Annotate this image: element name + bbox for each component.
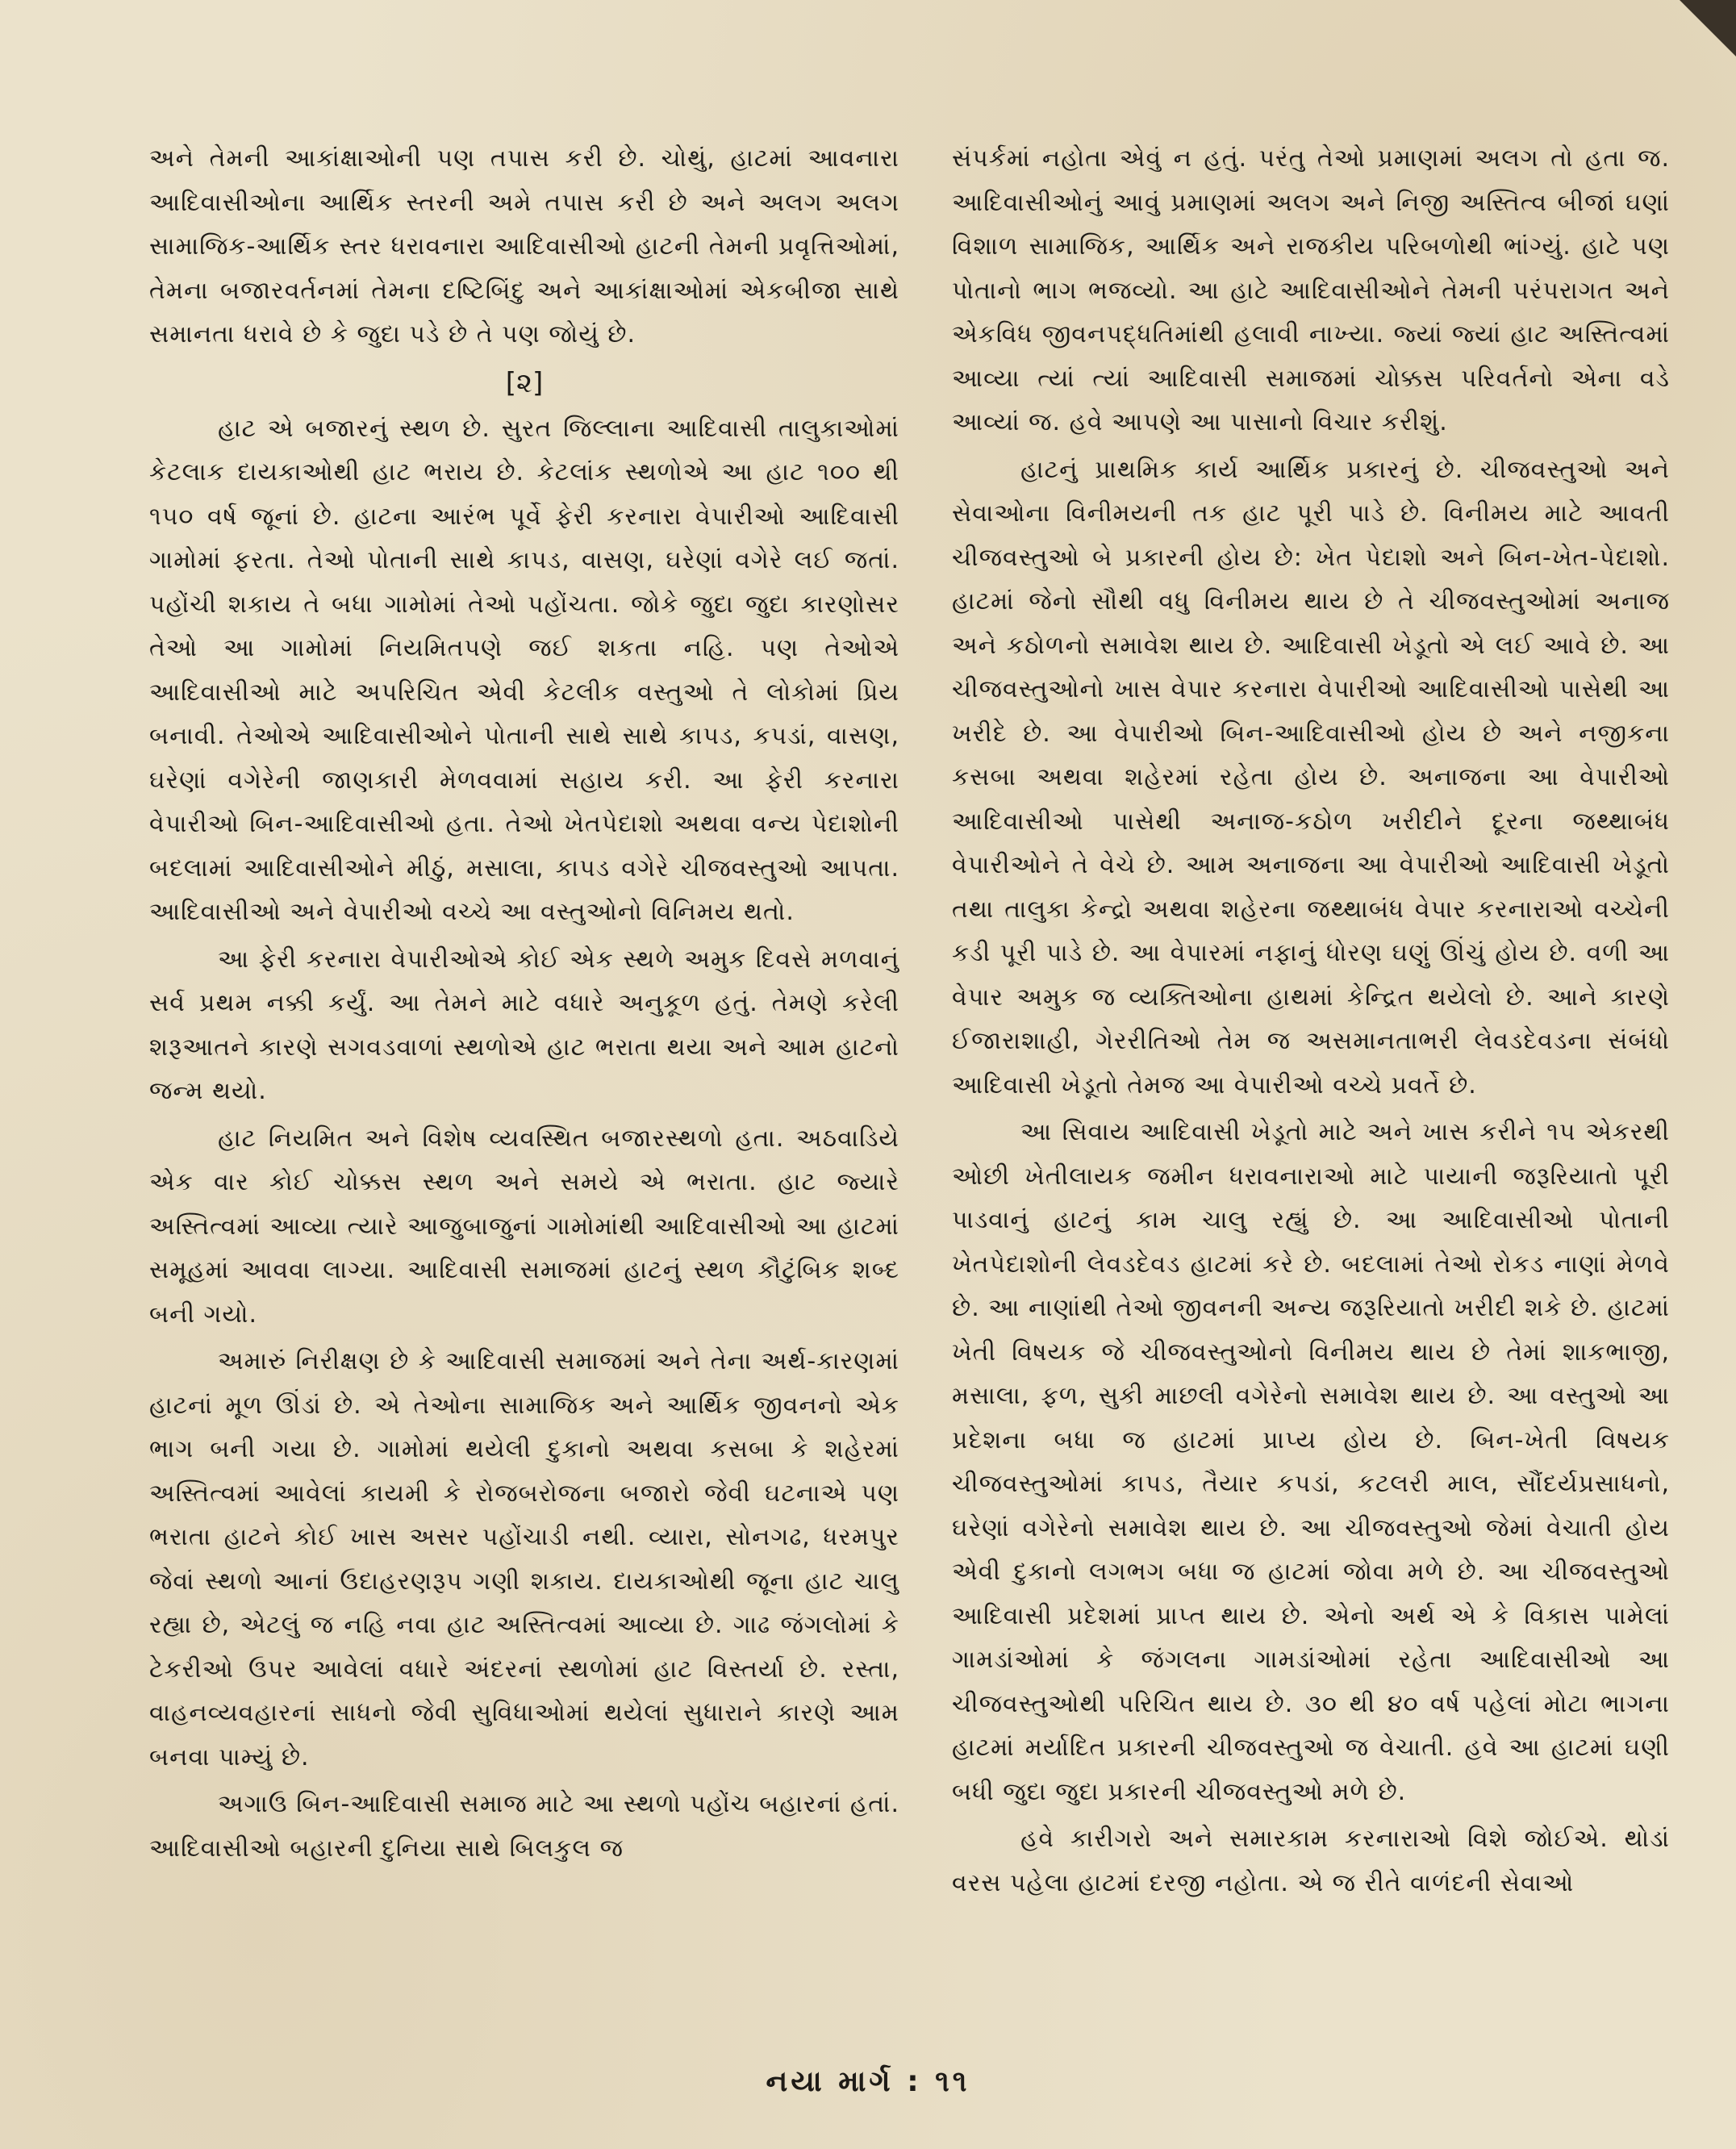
page-footer: નયા માર્ગ : ૧૧ — [766, 2065, 970, 2098]
paragraph: હાટનું પ્રાથમિક કાર્ય આર્થિક પ્રકારનું છે. ચીજવસ્તુઓ અને સેવાઓના વિનીમયની તક હાટ પૂરી પાડે છે. વિનીમય માટે આવતી ચીજવસ્તુઓ બે પ્રકારની હોય છે: ખેત પેદાશો અને બિન-ખેત-પેદાશો. હાટમાં જેનો સૌથી વધુ વિનીમય થાય છે તે ચીજવસ્તુઓમાં અનાજ અને કઠોળનો સમાવેશ થાય છે. આદિવાસી ખેડૂતો એ લઈ આવે છે. આ ચીજવસ્તુઓનો ખાસ વેપાર કરનારા વેપારીઓ આદિવાસીઓ પાસેથી આ ખરીદે છે. આ વેપારીઓ બિન-આદિવાસીઓ હોય છે અને નજીકના કસબા અથવા શહેરમાં રહેતા હોય છે. અનાજના આ વેપારીઓ આદિવાસીઓ પાસેથી અનાજ-કઠોળ ખરીદીને દૂરના જથ્થાબંધ વેપારીઓને તે વેચે છે. આમ અનાજના આ વેપારીઓ આદિવાસી ખેડૂતો તથા તાલુકા કેન્દ્રો અથવા શહેરના જથ્થાબંધ વેપાર કરનારાઓ વચ્ચેની કડી પૂરી પાડે છે. આ વેપારમાં નફાનું ધોરણ ઘણું ઊંચું હોય છે. વળી આ વેપાર અમુક જ વ્યક્તિઓના હાથમાં કેન્દ્રિત થયેલો છે. આને કારણે ઈજારાશાહી, ગેરરીતિઓ તેમ જ અસમાનતાભરી લેવડદેવડના સંબંધો આદિવાસી ખેડૂતો તેમજ આ વેપારીઓ વચ્ચે પ્રવર્તે છે. — [952, 455, 1670, 1100]
paragraph: અને તેમની આકાંક્ષાઓની પણ તપાસ કરી છે. ચોથું, હાટમાં આવનારા આદિવાસીઓના આર્થિક સ્તરની અમે તપાસ કરી છે અને અલગ અલગ સામાજિક-આર્થિક સ્તર ધરાવનારા આદિવાસીઓ હાટની તેમની પ્રવૃત્તિઓમાં, તેમના બજારવર્તનમાં તેમના દષ્ટિબિંદુ અને આકાંક્ષાઓમાં એકબીજા સાથે સમાનતા ધરાવે છે કે જુદા પડે છે તે પણ જોયું છે. — [149, 144, 899, 348]
paragraph: અગાઉ બિન-આદિવાસી સમાજ માટે આ સ્થળો પહોંચ બહારનાં હતાં. આદિવાસીઓ બહારની દુનિયા સાથે બિલકુલ જ — [149, 1790, 899, 1863]
paragraph: હાટ નિયમિત અને વિશેષ વ્યવસ્થિત બજારસ્થળો હતા. અઠવાડિયે એક વાર કોઈ ચોક્કસ સ્થળ અને સમયે એ ભરાતા. હાટ જ્યારે અસ્તિત્વમાં આવ્યા ત્યારે આજુબાજુનાં ગામોમાંથી આદિવાસીઓ આ હાટમાં સમૂહમાં આવવા લાગ્યા. આદિવાસી સમાજમાં હાટનું સ્થળ કૌટુંબિક શબ્દ બની ગયો. — [149, 1124, 899, 1329]
paragraph: હવે કારીગરો અને સમારકામ કરનારાઓ વિશે જોઈએ. થોડાં વરસ પહેલા હાટમાં દરજી નહોતા. એ જ રીતે વાળંદની સેવાઓ — [952, 1825, 1670, 1897]
section-number: [૨] — [505, 366, 544, 399]
left-column — [149, 137, 899, 1874]
paragraph: અમારું નિરીક્ષણ છે કે આદિવાસી સમાજમાં અને તેના અર્થ-કારણમાં હાટનાં મૂળ ઊંડાં છે. એ તેઓના સામાજિક અને આર્થિક જીવનનો એક ભાગ બની ગયા છે. ગામોમાં થયેલી દુકાનો અથવા કસબા કે શહેરમાં અસ્તિત્વમાં આવેલાં કાયમી કે રોજબરોજના બજારો જેવી ઘટનાએ પણ ભરાતા હાટને કોઈ ખાસ અસર પહોંચાડી નથી. વ્યારા, સોનગઢ, ધરમપુર જેવાં સ્થળો આનાં ઉદાહરણરૂપ ગણી શકાય. દાયકાઓથી જૂના હાટ ચાલુ રહ્યા છે, એટલું જ નહિ નવા હાટ અસ્તિત્વમાં આવ્યા છે. ગાઢ જંગલોમાં કે ટેકરીઓ ઉપર આવેલાં વધારે અંદરનાં સ્થળોમાં હાટ વિસ્તર્યા છે. રસ્તા, વાહનવ્યવહારનાં સાધનો જેવી સુવિધાઓમાં થયેલાં સુધારાને કારણે આમ બનવા પામ્યું છે. — [149, 1347, 899, 1771]
paragraph: આ ફેરી કરનારા વેપારીઓએ કોઈ એક સ્થળે અમુક દિવસે મળવાનું સર્વ પ્રથમ નક્કી કર્યું. આ તેમને માટે વધારે અનુકૂળ હતું. તેમણે કરેલી શરૂઆતને કારણે સગવડવાળાં સ્થળોએ હાટ ભરાતા થયા અને આમ હાટનો જન્મ થયો. — [149, 945, 899, 1105]
paragraph: આ સિવાય આદિવાસી ખેડૂતો માટે અને ખાસ કરીને ૧૫ એકરથી ઓછી ખેતીલાયક જમીન ધરાવનારાઓ માટે પાયાની જરૂરિયાતો પૂરી પાડવાનું હાટનું કામ ચાલુ રહ્યું છે. આ આદિવાસીઓ પોતાની ખેતપેદાશોની લેવડદેવડ હાટમાં કરે છે. બદલામાં તેઓ રોકડ નાણાં મેળવે છે. આ નાણાંથી તેઓ જીવનની અન્ય જરૂરિયાતો ખરીદી શકે છે. હાટમાં ખેતી વિષયક જે ચીજવસ્તુઓનો વિનીમય થાય છે તેમાં શાકભાજી, મસાલા, ફળ, સુકી માછલી વગેરેનો સમાવેશ થાય છે. આ વસ્તુઓ આ પ્રદેશના બધા જ હાટમાં પ્રાપ્ય હોય છે. બિન-ખેતી વિષયક ચીજવસ્તુઓમાં કાપડ, તૈયાર કપડાં, કટલરી માલ, સૌંદર્યપ્રસાધનો, ઘરેણાં વગેરેનો સમાવેશ થાય છે. આ ચીજવસ્તુઓ જેમાં વેચાતી હોય એવી દુકાનો લગભગ બધા જ હાટમાં જોવા મળે છે. આ ચીજવસ્તુઓ આદિવાસી પ્રદેશમાં પ્રાપ્ત થાય છે. એનો અર્થ એ કે વિકાસ પામેલાં ગામડાંઓમાં કે જંગલના ગામડાંઓમાં રહેતા આદિવાસીઓ આ ચીજવસ્તુઓથી પરિચિત થાય છે. ૩૦ થી ૪૦ વર્ષ પહેલાં મોટા ભાગના હાટમાં મર્યાદિત પ્રકારની ચીજવસ્તુઓ જ વેચાતી. હવે આ હાટમાં ઘણી બધી જુદા જુદા પ્રકારની ચીજવસ્તુઓ મળે છે. — [952, 1118, 1671, 1806]
right-column — [952, 137, 1670, 1909]
paragraph: હાટ એ બજારનું સ્થળ છે. સુરત જિલ્લાના આદિવાસી તાલુકાઓમાં કેટલાક દાયકાઓથી હાટ ભરાય છે. કેટલાંક સ્થળોએ આ હાટ ૧૦૦ થી ૧૫૦ વર્ષ જૂનાં છે. હાટના આરંભ પૂર્વે ફેરી કરનારા વેપારીઓ આદિવાસી ગામોમાં ફરતા. તેઓ પોતાની સાથે કાપડ, વાસણ, ઘરેણાં વગેરે લઈ જતાં. પહોંચી શકાય તે બધા ગામોમાં તેઓ પહોંચતા. જોકે જુદા જુદા કારણોસર તેઓ આ ગામોમાં નિયમિતપણે જઈ શકતા નહિ. પણ તેઓએ આદિવાસીઓ માટે અપરિચિત એવી કેટલીક વસ્તુઓ તે લોકોમાં પ્રિય બનાવી. તેઓએ આદિવાસીઓને પોતાની સાથે સાથે કાપડ, કપડાં, વાસણ, ઘરેણાં વગેરેની જાણકારી મેળવવામાં સહાય કરી. આ ફેરી કરનારા વેપારીઓ બિન-આદિવાસીઓ હતા. તેઓ ખેતપેદાશો અથવા વન્ય પેદાશોની બદલામાં આદિવાસીઓને મીઠું, મસાલા, કાપડ વગેરે ચીજવસ્તુઓ આપતા. આદિવાસીઓ અને વેપારીઓ વચ્ચે આ વસ્તુઓનો વિનિમય થતો. — [149, 414, 899, 926]
paragraph: સંપર્કમાં નહોતા એવું ન હતું. પરંતુ તેઓ પ્રમાણમાં અલગ તો હતા જ. આદિવાસીઓનું આવું પ્રમાણમાં અલગ અને નિજી અસ્તિત્વ બીજાં ઘણાં વિશાળ સામાજિક, આર્થિક અને રાજકીય પરિબળોથી ભાંગ્યું. હાટે પણ પોતાનો ભાગ ભજવ્યો. આ હાટે આદિવાસીઓને તેમની પરંપરાગત અને એકવિધ જીવનપદ્ધતિમાંથી હલાવી નાખ્યા. જ્યાં જ્યાં હાટ અસ્તિત્વમાં આવ્યા ત્યાં ત્યાં આદિવાસી સમાજમાં ચોક્કસ પરિવર્તનો એના વડે આવ્યાં જ. હવે આપણે આ પાસાનો વિચાર કરીશું. — [952, 144, 1670, 436]
page-corner — [1680, 0, 1736, 56]
